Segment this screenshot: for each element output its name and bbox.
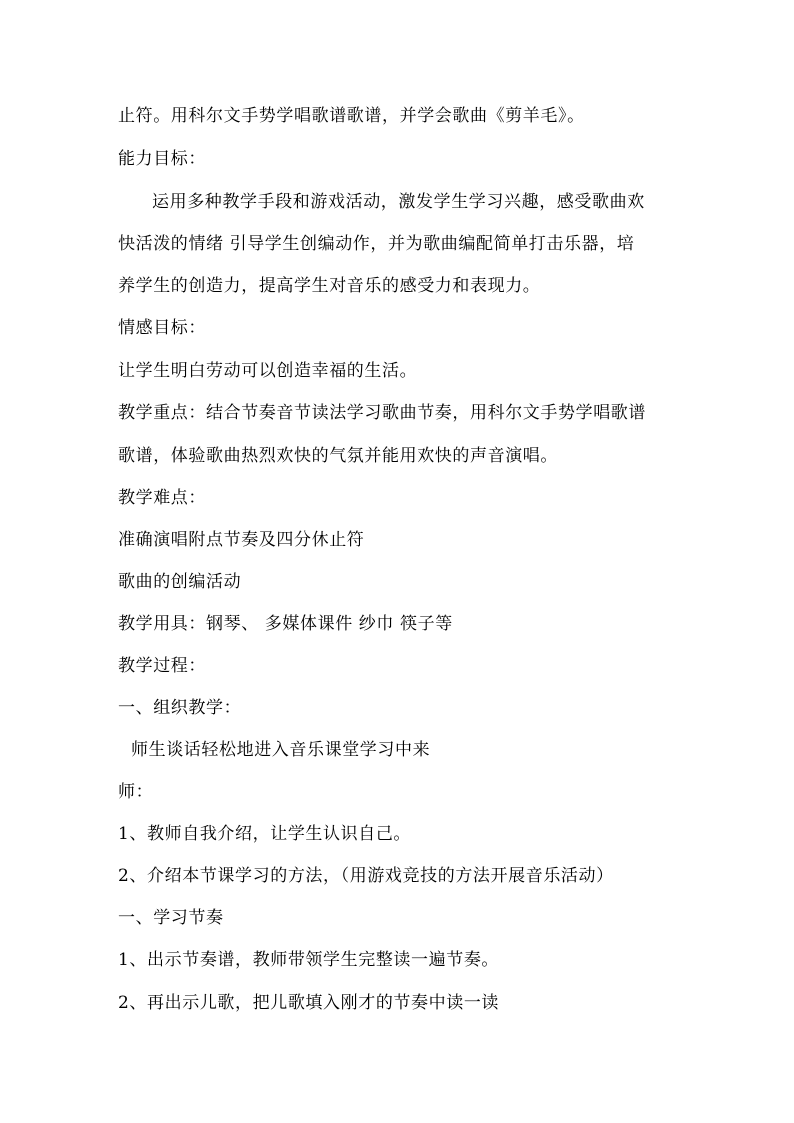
text-line: 师生谈话轻松地进入音乐课堂学习中来 bbox=[131, 740, 431, 760]
list-item: 1、教师自我介绍，让学生认识自己。 bbox=[118, 824, 412, 844]
section-heading: 情感目标： bbox=[118, 318, 206, 338]
text-line: 歌曲的创编活动 bbox=[118, 572, 242, 592]
text-line: 教学用具：钢琴、 多媒体课件 纱巾 筷子等 bbox=[118, 614, 453, 634]
text-line: 让学生明白劳动可以创造幸福的生活。 bbox=[118, 361, 418, 381]
list-item: 1、出示节奏谱，教师带领学生完整读一遍节奏。 bbox=[118, 950, 500, 970]
text-line: 教学重点：结合节奏音节读法学习歌曲节奏，用科尔文手势学唱歌谱 bbox=[118, 403, 646, 423]
text-line: 快活泼的情绪 引导学生创编动作，并为歌曲编配简单打击乐器，培 bbox=[118, 234, 635, 254]
text-line: 准确演唱附点节奏及四分休止符 bbox=[118, 530, 365, 550]
list-item: 2、再出示儿歌，把儿歌填入刚才的节奏中读一读 bbox=[118, 993, 500, 1013]
section-heading: 一、组织教学： bbox=[118, 698, 242, 718]
section-heading: 能力目标： bbox=[118, 149, 206, 169]
text-line: 歌谱，体验歌曲热烈欢快的气氛并能用欢快的声音演唱。 bbox=[118, 446, 558, 466]
section-heading: 一、学习节奏 bbox=[118, 908, 224, 928]
list-item: 2、介绍本节课学习的方法，（用游戏竞技的方法开展音乐活动） bbox=[118, 866, 614, 886]
text-line: 养学生的创造力，提高学生对音乐的感受力和表现力。 bbox=[118, 276, 541, 296]
text-line: 止符。用科尔文手势学唱歌谱歌谱，并学会歌曲《剪羊毛》。 bbox=[118, 106, 585, 126]
text-line: 运用多种教学手段和游戏活动，激发学生学习兴趣，感受歌曲欢 bbox=[152, 192, 645, 212]
section-heading: 教学难点： bbox=[118, 488, 206, 508]
section-heading: 教学过程： bbox=[118, 656, 206, 676]
text-line: 师： bbox=[118, 782, 154, 802]
